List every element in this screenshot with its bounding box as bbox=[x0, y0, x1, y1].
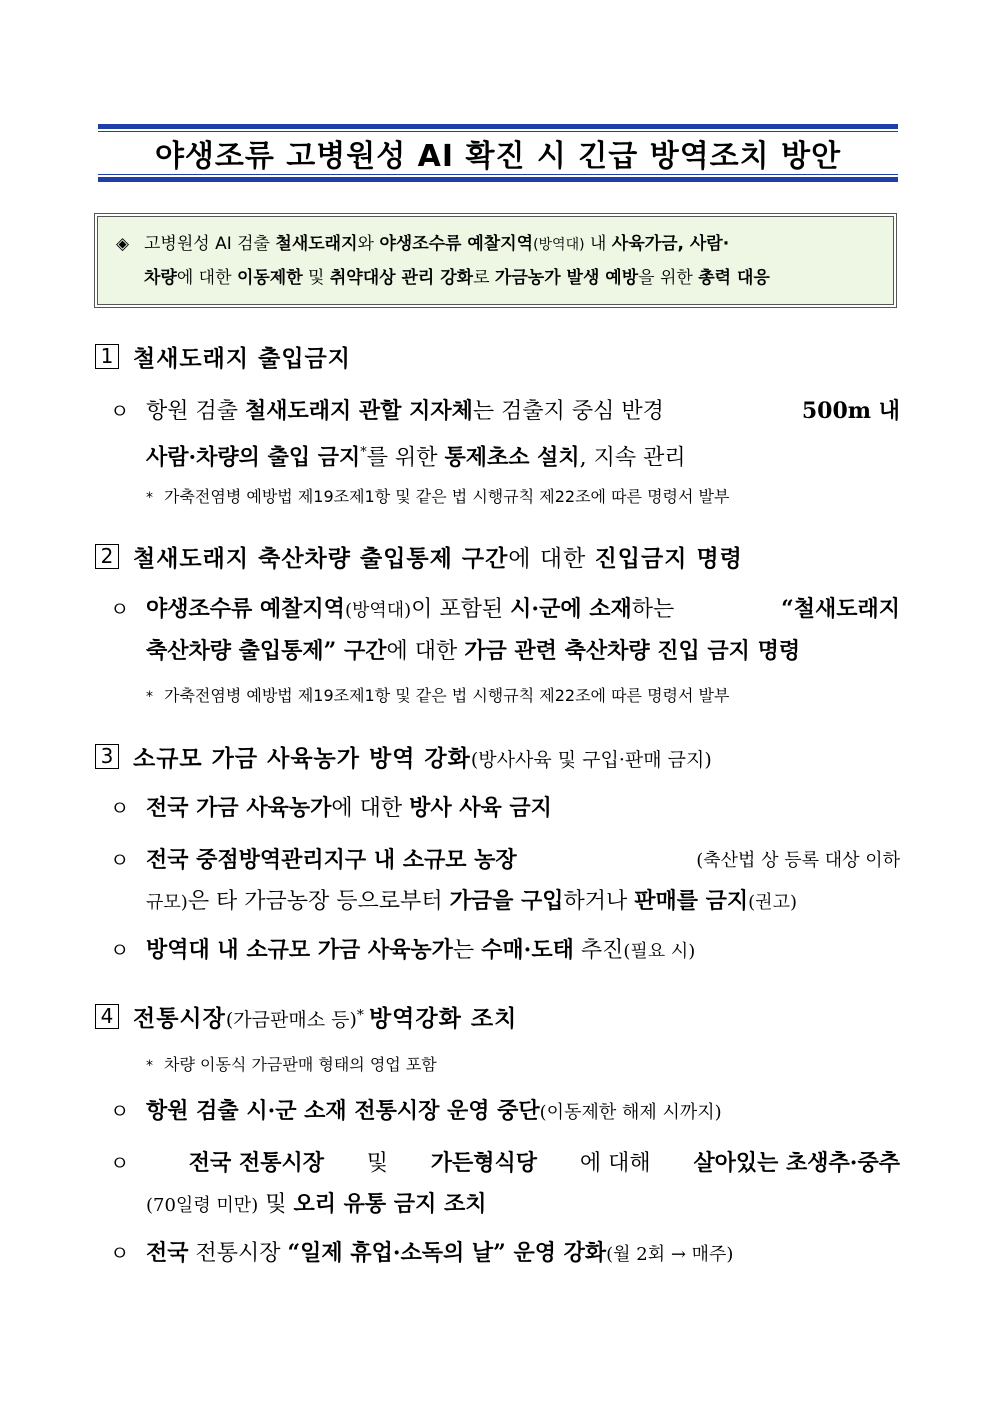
footnote-star: * bbox=[146, 689, 153, 705]
section-number: 3 bbox=[95, 744, 119, 769]
note-text: 가축전염병 예방법 제19조제1항 및 같은 법 시행규칙 제22조에 따른 명령서 발부 bbox=[164, 686, 730, 705]
bullet-line bbox=[110, 930, 900, 972]
section-paren: (방사사육 및 구입·판매 금지) bbox=[470, 749, 712, 771]
bullet-bold: 판매를 금지 bbox=[634, 888, 749, 914]
bullet-text: 하는 bbox=[631, 597, 675, 622]
circle-bullet-icon: ㅇ bbox=[110, 399, 130, 423]
bullet-bold: 항원 검출 시·군 소재 전통시장 운영 중단 bbox=[146, 1098, 540, 1124]
circle-bullet-icon: ㅇ bbox=[110, 1241, 130, 1265]
bullet-bold: 오리 유통 금지 조치 bbox=[293, 1191, 487, 1217]
bullet-bold: “철새도래지 bbox=[781, 596, 900, 622]
summary-text: 을 위한 bbox=[638, 268, 699, 288]
section-title-light: 에 대한 bbox=[508, 546, 595, 572]
summary-bold: 철새도래지 bbox=[275, 234, 358, 254]
footnote-star: * bbox=[146, 490, 153, 506]
summary-text: 로 bbox=[473, 268, 495, 288]
circle-bullet-icon: ㅇ bbox=[110, 938, 130, 962]
summary-paren: (방역대) bbox=[533, 237, 585, 253]
section-1-heading bbox=[95, 340, 351, 373]
bullet-line bbox=[110, 391, 900, 432]
section-3-heading bbox=[95, 740, 712, 773]
bullet-line bbox=[110, 1091, 900, 1133]
section-4-bullet-2 bbox=[110, 1143, 900, 1226]
section-2-bullet bbox=[110, 589, 900, 672]
bullet-bold: 수매·도태 bbox=[481, 937, 574, 963]
bullet-bold: 살아있는 초생추·중추 bbox=[693, 1150, 900, 1176]
page-title: 야생조류 고병원성 AI 확진 시 긴급 방역조치 방안 bbox=[154, 139, 842, 174]
section-title: 전통시장 bbox=[133, 1005, 226, 1032]
bullet-bold: 가금을 구입 bbox=[449, 888, 564, 914]
bullet-bold: 방역대 내 소규모 가금 사육농가 bbox=[146, 937, 453, 963]
section-paren: (가금판매소 등) bbox=[225, 1009, 357, 1031]
circle-bullet-icon: ㅇ bbox=[110, 1099, 130, 1123]
bullet-line bbox=[110, 432, 900, 478]
bullet-line bbox=[110, 1233, 900, 1275]
bullet-line bbox=[110, 589, 900, 631]
summary-bold: 야생조수류 예찰지역 bbox=[379, 234, 534, 254]
summary-bold: 차량 bbox=[144, 268, 177, 288]
note-text: 차량 이동식 가금판매 형태의 영업 포함 bbox=[164, 1055, 437, 1074]
summary-text: 내 bbox=[584, 234, 612, 254]
section-2-note bbox=[146, 683, 729, 706]
section-title: 철새도래지 축산차량 출입통제 구간 bbox=[133, 545, 509, 572]
footnote-star: * bbox=[146, 1058, 153, 1074]
summary-bold: 이동제한 bbox=[236, 268, 303, 288]
title-banner bbox=[98, 124, 898, 182]
footnote-mark: * bbox=[356, 1007, 364, 1024]
bullet-text: 및 bbox=[258, 1192, 294, 1217]
bullet-text: 는 검출지 중심 반경 bbox=[472, 399, 664, 424]
summary-text: 와 bbox=[357, 234, 380, 254]
bullet-bold: 사람·차량의 출입 금지 bbox=[146, 444, 361, 471]
section-number: 1 bbox=[95, 344, 119, 369]
section-title: 철새도래지 출입금지 bbox=[133, 345, 351, 372]
bullet-text: 및 bbox=[366, 1151, 388, 1176]
footnote-mark: * bbox=[360, 445, 367, 460]
bullet-paren: (방역대) bbox=[344, 600, 412, 621]
bullet-bold: 철새도래지 관할 지자체 bbox=[245, 398, 473, 424]
bullet-paren: (필요 시) bbox=[623, 941, 696, 962]
bullet-text: , 지속 관리 bbox=[579, 445, 686, 471]
bullet-text: 에 대한 bbox=[386, 639, 465, 664]
summary-bold: 가금농가 발생 예방 bbox=[494, 268, 639, 288]
bullet-bold: 전국 가금 사육농가 bbox=[146, 795, 332, 821]
bullet-paren: (권고) bbox=[748, 892, 797, 913]
section-title: 소규모 가금 사육농가 방역 강화 bbox=[133, 745, 471, 772]
bullet-bold: 야생조수류 예찰지역 bbox=[146, 596, 345, 622]
bullet-paren: 규모) bbox=[146, 892, 188, 913]
bullet-paren: (월 2회 → 매주) bbox=[606, 1244, 734, 1265]
bullet-line bbox=[110, 631, 900, 672]
section-3-bullet-3 bbox=[110, 930, 900, 972]
bullet-bold: 통제초소 설치 bbox=[444, 444, 580, 471]
diamond-bullet-icon: ◈ bbox=[116, 234, 130, 254]
bullet-bold: 전국 bbox=[146, 1240, 189, 1266]
summary-text: 및 bbox=[302, 268, 330, 288]
summary-text: 고병원성 AI 검출 bbox=[144, 234, 276, 254]
section-title: 방역강화 조치 bbox=[368, 1005, 518, 1032]
bullet-bold: 500m 내 bbox=[801, 398, 900, 424]
bullet-paren: (이동제한 해제 시까지) bbox=[539, 1102, 722, 1123]
note-text: 가축전염병 예방법 제19조제1항 및 같은 법 시행규칙 제22조에 따른 명령서 발부 bbox=[164, 487, 730, 506]
section-1-note bbox=[146, 484, 729, 507]
section-4-bullet-3 bbox=[110, 1233, 900, 1275]
bullet-text: 항원 검출 bbox=[146, 399, 245, 424]
bullet-line bbox=[110, 1143, 900, 1184]
bullet-line bbox=[110, 1184, 900, 1226]
bullet-bold: 시·군에 소재 bbox=[510, 596, 632, 622]
bullet-text: 에 대한 bbox=[331, 796, 410, 821]
summary-line-1 bbox=[116, 228, 877, 262]
summary-line-2 bbox=[116, 262, 877, 295]
section-4-heading bbox=[95, 1000, 517, 1033]
summary-bold: 취약대상 관리 강화 bbox=[329, 268, 474, 288]
circle-bullet-icon: ㅇ bbox=[110, 597, 130, 621]
summary-box bbox=[97, 216, 894, 305]
bullet-bold: 전국 중점방역관리지구 내 소규모 농장 bbox=[146, 847, 517, 873]
bullet-bold: 가금 관련 축산차량 진입 금지 명령 bbox=[464, 638, 801, 664]
bullet-line bbox=[110, 788, 900, 829]
section-3-bullet-2 bbox=[110, 840, 900, 923]
bullet-text: 에 대해 bbox=[579, 1151, 651, 1176]
bullet-bold: “일제 휴업·소독의 날” 운영 강화 bbox=[287, 1240, 607, 1266]
bullet-text: 전통시장 bbox=[188, 1241, 288, 1266]
section-number: 4 bbox=[95, 1004, 119, 1029]
summary-text: 에 대한 bbox=[176, 268, 237, 288]
bullet-text: 이 포함된 bbox=[411, 597, 511, 622]
bullet-paren: (70일령 미만) bbox=[146, 1195, 259, 1216]
circle-bullet-icon: ㅇ bbox=[110, 796, 130, 820]
section-title: 진입금지 명령 bbox=[594, 545, 743, 572]
bullet-bold: 방사 사육 금지 bbox=[409, 795, 552, 821]
bullet-line bbox=[110, 881, 900, 923]
bullet-text: 추진 bbox=[573, 938, 624, 963]
bullet-line bbox=[110, 840, 900, 881]
circle-bullet-icon: ㅇ bbox=[110, 1151, 130, 1175]
bullet-bold: 전국 전통시장 bbox=[188, 1150, 324, 1176]
bullet-text: 하거나 bbox=[563, 889, 635, 914]
bullet-bold: 가든형식당 bbox=[430, 1150, 538, 1176]
section-number: 2 bbox=[95, 544, 119, 569]
bullet-text: 은 타 가금농장 등으로부터 bbox=[187, 889, 450, 914]
circle-bullet-icon: ㅇ bbox=[110, 848, 130, 872]
section-2-heading bbox=[95, 540, 743, 573]
bullet-paren: (축산법 상 등록 대상 이하 bbox=[696, 850, 900, 871]
summary-bold: 총력 대응 bbox=[698, 268, 770, 288]
bullet-bold: 축산차량 출입통제” 구간 bbox=[146, 638, 387, 664]
section-4-bullet-1 bbox=[110, 1091, 900, 1133]
bullet-text: 는 bbox=[452, 938, 482, 963]
section-1-bullet bbox=[110, 391, 900, 478]
summary-bold: 사육가금, 사람· bbox=[611, 234, 730, 254]
section-4-note bbox=[146, 1052, 437, 1075]
section-3-bullet-1 bbox=[110, 788, 900, 829]
bullet-text: 를 위한 bbox=[366, 445, 445, 471]
